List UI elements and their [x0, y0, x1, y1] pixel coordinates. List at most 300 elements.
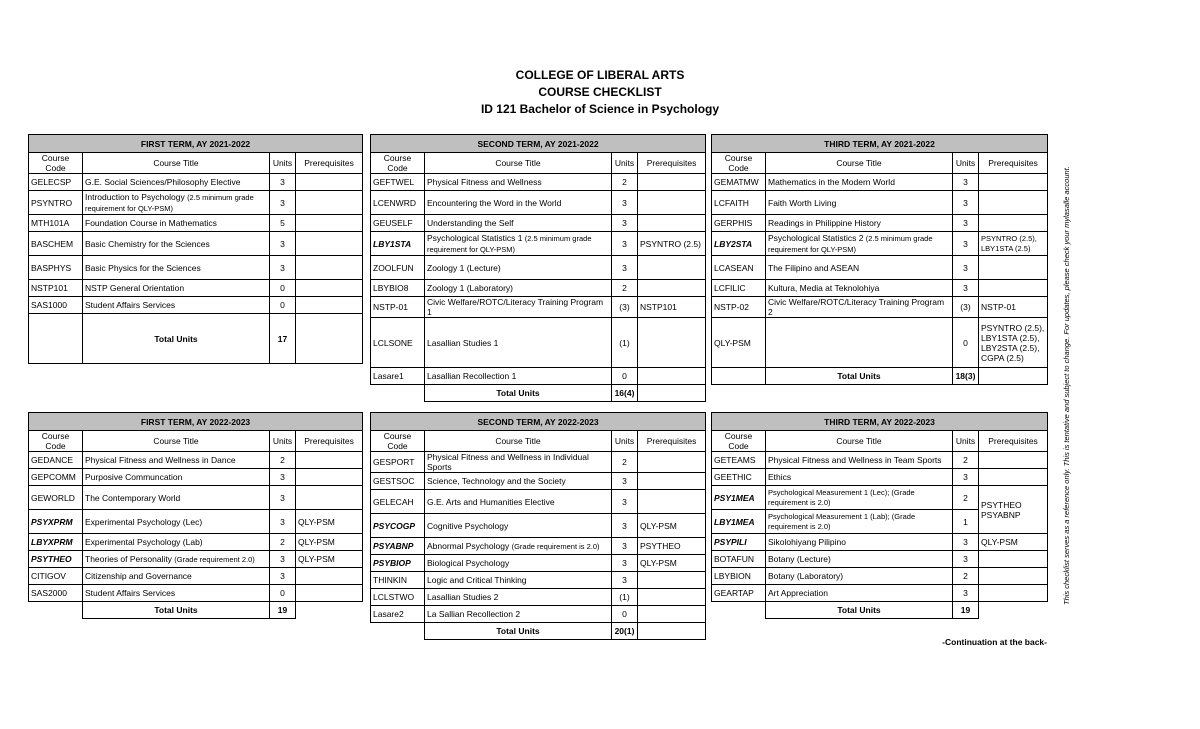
course-code: PSYBIOP [371, 555, 425, 572]
course-code: LBYBION [712, 568, 766, 585]
course-title: Zoology 1 (Lecture) [425, 256, 612, 280]
course-units: 3 [612, 232, 638, 256]
course-prereq: NSTP101 [638, 297, 706, 318]
table-row [712, 318, 1048, 368]
table-row [29, 534, 363, 551]
course-code: LCASEAN [712, 256, 766, 280]
course-title: Lasallian Studies 1 [425, 318, 612, 368]
total-row [29, 602, 363, 619]
course-code: GEDANCE [29, 452, 83, 469]
table-row [371, 174, 706, 191]
course-units: 3 [953, 280, 979, 297]
course-units: 0 [953, 318, 979, 368]
course-prereq: NSTP-01 [979, 297, 1048, 318]
table-row [371, 191, 706, 215]
course-title: Cognitive Psychology [425, 514, 612, 538]
course-prereq [979, 280, 1048, 297]
course-prereq [296, 191, 363, 215]
title-text: Abnormal Psychology [427, 540, 512, 551]
col-prerequisites: Prerequisites [296, 431, 363, 452]
course-units: (3) [953, 297, 979, 318]
course-units: 3 [953, 469, 979, 486]
course-units: 2 [270, 452, 296, 469]
col-prerequisites: Prerequisites [979, 431, 1048, 452]
course-units: 5 [270, 215, 296, 232]
course-units: 3 [953, 551, 979, 568]
program-title: ID 121 Bachelor of Science in Psychology [480, 102, 720, 116]
course-prereq: QLY-PSM [638, 555, 706, 572]
course-code: GEARTAP [712, 585, 766, 602]
table-row [712, 486, 1048, 510]
course-prereq: QLY-PSM [638, 514, 706, 538]
course-code: PSYTHEO [29, 551, 83, 568]
course-code: PSYCOGP [371, 514, 425, 538]
course-title: Understanding the Self [425, 215, 612, 232]
course-prereq: QLY-PSM [296, 551, 363, 568]
table-row [29, 551, 363, 568]
course-title: Basic Chemistry for the Sciences [83, 232, 270, 256]
course-prereq: PSYNTRO (2.5) [638, 232, 706, 256]
course-prereq: PSYTHEO PSYABNP [979, 486, 1048, 534]
title-text: Psychological Statistics 2 [768, 232, 866, 243]
grade-note: (2.5 minimum grade requirement for QLY-PSM) [427, 233, 592, 254]
col-course-title: Course Title [425, 431, 612, 452]
course-code: LBY1STA [371, 232, 425, 256]
grade-note: (2.5 minimum grade requirement for QLY-PSM) [85, 192, 254, 213]
course-units: 3 [953, 232, 979, 256]
course-title: The Contemporary World [83, 486, 270, 510]
course-title: Physical Fitness and Wellness [425, 174, 612, 191]
col-course-title: Course Title [766, 431, 953, 452]
table-row [371, 572, 706, 589]
total-label: Total Units [83, 314, 270, 364]
table-row [29, 469, 363, 486]
course-units: 3 [612, 555, 638, 572]
course-title: Zoology 1 (Laboratory) [425, 280, 612, 297]
course-code: PSYXPRM [29, 510, 83, 534]
course-prereq [638, 490, 706, 514]
course-units: 2 [270, 534, 296, 551]
grade-note: (2.5 minimum grade requirement for QLY-PSM) [768, 233, 933, 254]
course-title: Sikolohiyang Pilipino [766, 534, 953, 551]
course-title: Mathematics in the Modern World [766, 174, 953, 191]
total-row [371, 623, 706, 640]
course-title: Botany (Lecture) [766, 551, 953, 568]
course-code: GEUSELF [371, 215, 425, 232]
course-prereq [296, 486, 363, 510]
table-row [712, 585, 1048, 602]
table-row [371, 490, 706, 514]
course-prereq [979, 551, 1048, 568]
course-units: 3 [270, 469, 296, 486]
course-prereq [979, 191, 1048, 215]
course-units: 0 [270, 280, 296, 297]
course-title: Art Appreciation [766, 585, 953, 602]
course-prereq: QLY-PSM [296, 510, 363, 534]
course-units: 3 [953, 256, 979, 280]
course-units: 2 [612, 452, 638, 473]
course-prereq [296, 469, 363, 486]
course-units: 3 [612, 215, 638, 232]
table-row [371, 318, 706, 368]
college-title: COLLEGE OF LIBERAL ARTS [515, 68, 685, 82]
course-title: Psychological Measurement 1 (Lec); (Grade requirement is 2.0) [766, 486, 953, 510]
total-row [712, 368, 1048, 385]
table-row [712, 256, 1048, 280]
course-code: LBY2STA [712, 232, 766, 256]
table-row [371, 280, 706, 297]
course-code: QLY-PSM [712, 318, 766, 368]
course-prereq [296, 297, 363, 314]
course-title: Student Affairs Services [83, 297, 270, 314]
col-prerequisites: Prerequisites [979, 153, 1048, 174]
course-units: 3 [270, 256, 296, 280]
table-row [712, 469, 1048, 486]
table-row [371, 297, 706, 318]
table-row [371, 256, 706, 280]
course-prereq [979, 215, 1048, 232]
col-prerequisites: Prerequisites [638, 153, 706, 174]
table-row [371, 555, 706, 572]
course-prereq [638, 174, 706, 191]
col-units: Units [612, 431, 638, 452]
course-title: Civic Welfare/ROTC/Literacy Training Program 1 [425, 297, 612, 318]
disclaimer-note: This checklist serves as a reference only. This is tentative and subject to change. For updates, please check your mylasalle account. [1062, 166, 1071, 605]
course-code: THINKIN [371, 572, 425, 589]
col-course-code: Course Code [371, 431, 425, 452]
table-row [29, 215, 363, 232]
course-prereq: QLY-PSM [979, 534, 1048, 551]
course-code: BOTAFUN [712, 551, 766, 568]
course-code: NSTP-01 [371, 297, 425, 318]
col-prerequisites: Prerequisites [296, 153, 363, 174]
total-units: 20(1) [612, 623, 638, 640]
col-units: Units [270, 431, 296, 452]
term-second-2021 [370, 134, 706, 402]
course-code: LCFAITH [712, 191, 766, 215]
course-units: 3 [612, 538, 638, 555]
col-units: Units [953, 431, 979, 452]
table-row [29, 280, 363, 297]
course-prereq [979, 452, 1048, 469]
course-units: 3 [612, 490, 638, 514]
course-code: ZOOLFUN [371, 256, 425, 280]
course-title: Lasallian Studies 2 [425, 589, 612, 606]
course-title: Civic Welfare/ROTC/Literacy Training Program 2 [766, 297, 953, 318]
course-code: PSYABNP [371, 538, 425, 555]
term-heading: SECOND TERM, AY 2022-2023 [371, 413, 706, 431]
course-title: Citizenship and Governance [83, 568, 270, 585]
course-prereq [638, 589, 706, 606]
table-row [29, 585, 363, 602]
course-code: LBY1MEA [712, 510, 766, 534]
course-prereq [296, 452, 363, 469]
course-code: GESPORT [371, 452, 425, 473]
course-code: LBYXPRM [29, 534, 83, 551]
course-title [766, 318, 953, 368]
course-code: GESTSOC [371, 473, 425, 490]
course-units: 3 [270, 510, 296, 534]
term-third-2021 [711, 134, 1048, 385]
grade-note: (Grade requirement 2.0) [174, 554, 255, 564]
course-prereq [638, 280, 706, 297]
checklist-title: COURSE CHECKLIST [538, 85, 662, 99]
course-code: GEETHIC [712, 469, 766, 486]
course-title: Encountering the Word in the World [425, 191, 612, 215]
course-prereq [638, 256, 706, 280]
total-row [29, 314, 363, 364]
course-prereq [979, 256, 1048, 280]
course-code: GELECAH [371, 490, 425, 514]
course-title: Lasallian Recollection 1 [425, 368, 612, 385]
course-units: 1 [953, 510, 979, 534]
table-row [29, 174, 363, 191]
course-prereq [296, 215, 363, 232]
table-row [371, 589, 706, 606]
col-course-code: Course Code [29, 431, 83, 452]
course-code: PSY1MEA [712, 486, 766, 510]
term-first-2021 [28, 134, 363, 364]
course-units: 0 [612, 606, 638, 623]
course-prereq [979, 174, 1048, 191]
course-prereq [638, 473, 706, 490]
course-prereq [638, 318, 706, 368]
course-title: Psychological Measurement 1 (Lab); (Grade requirement is 2.0) [766, 510, 953, 534]
course-units: 3 [270, 191, 296, 215]
course-units: 3 [270, 551, 296, 568]
course-title: Logic and Critical Thinking [425, 572, 612, 589]
course-code: SAS1000 [29, 297, 83, 314]
course-prereq [296, 280, 363, 297]
course-code: GEWORLD [29, 486, 83, 510]
course-units: 3 [612, 572, 638, 589]
course-code: Lasare2 [371, 606, 425, 623]
grade-note: (Grade requirement is 2.0) [511, 541, 600, 551]
course-units: 2 [612, 280, 638, 297]
course-prereq [638, 452, 706, 473]
col-units: Units [612, 153, 638, 174]
table-row [712, 297, 1048, 318]
table-row [29, 452, 363, 469]
course-prereq [638, 606, 706, 623]
course-title: Biological Psychology [425, 555, 612, 572]
term-heading: SECOND TERM, AY 2021-2022 [371, 135, 706, 153]
course-units: (1) [612, 318, 638, 368]
continuation-note: -Continuation at the back- [942, 637, 1047, 647]
course-prereq [296, 174, 363, 191]
course-title: G.E. Social Sciences/Philosophy Elective [83, 174, 270, 191]
table-row [712, 215, 1048, 232]
course-units: 3 [612, 473, 638, 490]
course-title: Science, Technology and the Society [425, 473, 612, 490]
course-code: LCLSTWO [371, 589, 425, 606]
col-course-code: Course Code [29, 153, 83, 174]
course-prereq: PSYNTRO (2.5), LBY1STA (2.5), LBY2STA (2.5), CGPA (2.5) [979, 318, 1048, 368]
total-label: Total Units [766, 602, 953, 619]
title-text: Introduction to Psychology [85, 191, 188, 202]
course-title: Physical Fitness and Wellness in Dance [83, 452, 270, 469]
course-title: G.E. Arts and Humanities Elective [425, 490, 612, 514]
course-code: MTH101A [29, 215, 83, 232]
course-code: GETEAMS [712, 452, 766, 469]
course-units: 0 [270, 585, 296, 602]
course-title: Purposive Communcation [83, 469, 270, 486]
course-title: Ethics [766, 469, 953, 486]
table-row [712, 551, 1048, 568]
table-row [712, 174, 1048, 191]
table-row [371, 452, 706, 473]
course-prereq [638, 572, 706, 589]
course-code: LBYBIO8 [371, 280, 425, 297]
course-title: Botany (Laboratory) [766, 568, 953, 585]
course-units: 2 [953, 486, 979, 510]
table-row [712, 280, 1048, 297]
course-code: GEFTWEL [371, 174, 425, 191]
col-course-code: Course Code [712, 431, 766, 452]
course-units: 3 [953, 585, 979, 602]
course-code: GEPCOMM [29, 469, 83, 486]
course-title [766, 232, 953, 256]
course-title: La Sallian Recollection 2 [425, 606, 612, 623]
table-row [712, 568, 1048, 585]
term-second-2022 [370, 412, 706, 640]
course-prereq [296, 232, 363, 256]
course-units: 3 [612, 256, 638, 280]
term-heading: FIRST TERM, AY 2022-2023 [29, 413, 363, 431]
course-title: Foundation Course in Mathematics [83, 215, 270, 232]
course-code: NSTP-02 [712, 297, 766, 318]
table-row [371, 473, 706, 490]
course-code: CITIGOV [29, 568, 83, 585]
course-prereq [296, 585, 363, 602]
term-third-2022 [711, 412, 1048, 619]
course-prereq: PSYNTRO (2.5), LBY1STA (2.5) [979, 232, 1048, 256]
course-prereq: PSYTHEO [638, 538, 706, 555]
course-code: GEMATMW [712, 174, 766, 191]
course-units: 3 [612, 191, 638, 215]
table-row [371, 368, 706, 385]
course-title: Kultura, Media at Teknolohiya [766, 280, 953, 297]
course-units: 3 [953, 174, 979, 191]
title-text: Theories of Personality [85, 553, 175, 564]
table-row [29, 510, 363, 534]
course-code: NSTP101 [29, 280, 83, 297]
course-code: PSYPILI [712, 534, 766, 551]
title-text: Psychological Statistics 1 [427, 232, 525, 243]
course-title: Faith Worth Living [766, 191, 953, 215]
course-code: SAS2000 [29, 585, 83, 602]
course-units: (3) [612, 297, 638, 318]
course-units: 2 [953, 452, 979, 469]
total-label: Total Units [83, 602, 270, 619]
table-row [712, 191, 1048, 215]
course-title [425, 538, 612, 555]
course-units: 3 [270, 568, 296, 585]
course-code: GERPHIS [712, 215, 766, 232]
course-prereq [979, 568, 1048, 585]
course-units: 3 [270, 486, 296, 510]
total-units: 18(3) [953, 368, 979, 385]
course-code: PSYNTRO [29, 191, 83, 215]
total-row [371, 385, 706, 402]
table-row [29, 297, 363, 314]
table-row [371, 215, 706, 232]
table-row [371, 606, 706, 623]
course-prereq [296, 568, 363, 585]
course-units: 3 [953, 215, 979, 232]
table-row [371, 538, 706, 555]
table-row [29, 191, 363, 215]
course-code: LCFILIC [712, 280, 766, 297]
course-code: Lasare1 [371, 368, 425, 385]
course-title: Physical Fitness and Wellness in Team Sports [766, 452, 953, 469]
col-course-code: Course Code [712, 153, 766, 174]
course-units: 3 [270, 232, 296, 256]
course-title: Basic Physics for the Sciences [83, 256, 270, 280]
course-code: BASCHEM [29, 232, 83, 256]
table-row [371, 232, 706, 256]
total-units: 17 [270, 314, 296, 364]
course-title [83, 191, 270, 215]
course-units: 3 [953, 534, 979, 551]
col-course-title: Course Title [83, 153, 270, 174]
course-title: Student Affairs Services [83, 585, 270, 602]
course-title [83, 551, 270, 568]
total-units: 19 [953, 602, 979, 619]
course-units: 0 [270, 297, 296, 314]
col-units: Units [953, 153, 979, 174]
course-units: 3 [270, 174, 296, 191]
course-units: 2 [953, 568, 979, 585]
table-row [29, 486, 363, 510]
table-row [712, 452, 1048, 469]
course-prereq [638, 191, 706, 215]
col-course-code: Course Code [371, 153, 425, 174]
col-course-title: Course Title [425, 153, 612, 174]
course-title: Readings in Philippine History [766, 215, 953, 232]
total-units: 19 [270, 602, 296, 619]
table-row [29, 256, 363, 280]
term-heading: FIRST TERM, AY 2021-2022 [29, 135, 363, 153]
course-title: NSTP General Orientation [83, 280, 270, 297]
course-prereq [296, 256, 363, 280]
col-units: Units [270, 153, 296, 174]
course-prereq: QLY-PSM [296, 534, 363, 551]
course-prereq [638, 215, 706, 232]
table-row [371, 514, 706, 538]
total-label: Total Units [425, 623, 612, 640]
total-units: 16(4) [612, 385, 638, 402]
table-row [712, 534, 1048, 551]
table-row [29, 568, 363, 585]
course-prereq [638, 368, 706, 385]
course-units: 2 [612, 174, 638, 191]
table-row [29, 232, 363, 256]
course-code: BASPHYS [29, 256, 83, 280]
term-heading: THIRD TERM, AY 2021-2022 [712, 135, 1048, 153]
course-prereq [979, 469, 1048, 486]
course-units: (1) [612, 589, 638, 606]
course-units: 0 [612, 368, 638, 385]
course-units: 3 [953, 191, 979, 215]
total-row [712, 602, 1048, 619]
course-code: LCENWRD [371, 191, 425, 215]
total-label: Total Units [425, 385, 612, 402]
term-first-2022 [28, 412, 363, 619]
course-title [425, 232, 612, 256]
total-label: Total Units [766, 368, 953, 385]
course-title: Experimental Psychology (Lab) [83, 534, 270, 551]
